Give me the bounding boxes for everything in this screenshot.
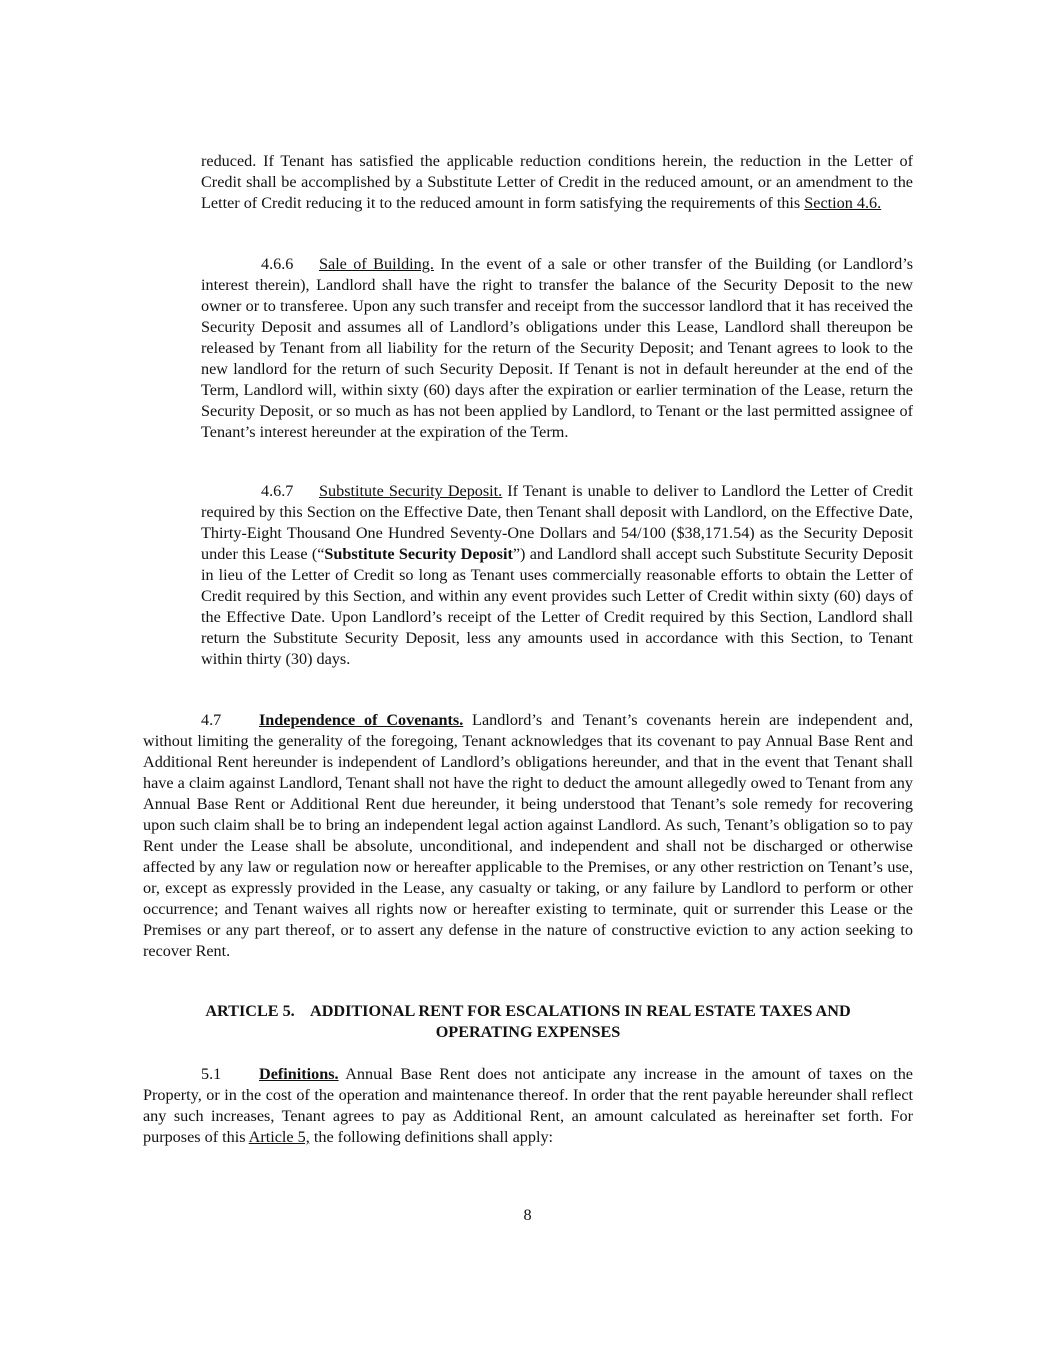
- section-number: 4.6.7: [261, 482, 294, 500]
- section-number: 4.6.6: [261, 255, 294, 273]
- article-5-heading: [143, 1001, 913, 1043]
- section-title: Definitions.: [259, 1065, 339, 1083]
- section-body: ”) and Landlord shall accept such Substitute Security Deposit in lieu of the Letter of Credit so long as Tenant uses commercially reasonable efforts to obtain the Letter of Credit required by this Section, and within any event provides such Letter of Credit within sixty (60) days of the Effective Date. Upon Landlord’s receipt of the Letter of Credit required by this Section, Landlord shall return the Substitute Security Deposit, less any amounts used in accordance with this Section, to Tenant within thirty (30) days.: [201, 545, 914, 668]
- section-number: 5.1: [201, 1065, 222, 1083]
- paragraph-reduction-continuation: [201, 151, 913, 214]
- section-body: Landlord’s and Tenant’s covenants herein are independent and, without limiting the generality of the foregoing, Tenant acknowledges that its covenant to pay Annual Base Rent and Additional Rent hereunder is independent of Landlord’s obligations hereunder, and that in the event that Tenant shall have a claim against Landlord, Tenant shall not have the right to deduct the amount allegedly owed to Tenant from any Annual Base Rent or Additional Rent due hereunder, it being understood that Tenant’s sole remedy for recovering upon such claim shall be to bring an independent legal action against Landlord. As such, Tenant’s obligation so to pay Rent under the Lease shall be absolute, unconditional, and independent and shall not be discharged or otherwise affected by any law or regulation now or hereafter applicable to the Premises, or any other restriction on Tenant’s use, or, except as expressly provided in the Lease, any casualty or taking, or any failure by Landlord to perform or other occurrence; and Tenant waives all rights now or hereafter existing to terminate, quit or surrender this Lease or the Premises or any part thereof, or to assert any defense in the nature of constructive eviction to any action seeking to recover Rent.: [143, 711, 913, 960]
- section-4-7: [143, 710, 913, 962]
- defined-term: Substitute Security Deposit: [324, 545, 513, 563]
- paragraph-text: reduced. If Tenant has satisfied the applicable reduction conditions herein, the reduction in the Letter of Credit shall be accomplished by a Substitute Letter of Credit in the reduced amount, or an amendment to the Letter of Credit reducing it to the reduced amount in form satisfying the requirements of this: [201, 152, 913, 212]
- section-body: In the event of a sale or other transfer of the Building (or Landlord’s interest therein), Landlord shall have the right to transfer the balance of the Security Deposit to the new owner or to transferee. Upon any such transfer and receipt from the successor landlord that it has received the Security Deposit and assumes all of Landlord’s obligations under this Lease, Landlord shall thereupon be released by Tenant from all liability for the return of the Security Deposit; and Tenant agrees to look to the new landlord for the return of such Security Deposit. If Tenant is not in default hereunder at the end of the Term, Landlord will, within sixty (60) days after the expiration or earlier termination of the Lease, return the Security Deposit, or so much as has not been applied by Landlord, to Tenant or the last permitted assignee of Tenant’s interest hereunder at the expiration of the Term.: [201, 255, 913, 441]
- section-body: Annual Base Rent does not anticipate any increase in the amount of taxes on the Property, or in the cost of the operation and maintenance thereof. In order that the rent payable hereunder shall reflect any such increases, Tenant agrees to pay as Additional Rent, an amount calculated as hereinafter set forth. For purposes of this: [143, 1065, 913, 1146]
- section-title: Substitute Security Deposit.: [319, 482, 503, 500]
- section-4-6-7: [201, 481, 913, 670]
- section-reference-link: Section 4.6.: [804, 194, 882, 212]
- article-reference-link: Article 5,: [248, 1128, 310, 1146]
- page-number: 8: [523, 1206, 532, 1224]
- section-4-6-6: [201, 254, 913, 443]
- section-body: If Tenant is unable to deliver to Landlord the Letter of Credit required by this Section on the Effective Date, then Tenant shall deposit with Landlord, on the Effective Date, Thirty-Eight Thousand One Hundred Seventy-One Dollars and 54/100 ($38,171.54) as the Security Deposit under this Lease (“: [201, 482, 914, 563]
- section-title: Independence of Covenants.: [259, 711, 464, 729]
- section-body: the following definitions shall apply:: [309, 1128, 554, 1146]
- section-number: 4.7: [201, 711, 222, 729]
- heading-line-1: ARTICLE 5. ADDITIONAL RENT FOR ESCALATIONS IN REAL ESTATE TAXES AND: [205, 1002, 851, 1020]
- section-title: Sale of Building.: [319, 255, 434, 273]
- section-5-1: [143, 1064, 913, 1148]
- heading-line-2: OPERATING EXPENSES: [435, 1023, 621, 1041]
